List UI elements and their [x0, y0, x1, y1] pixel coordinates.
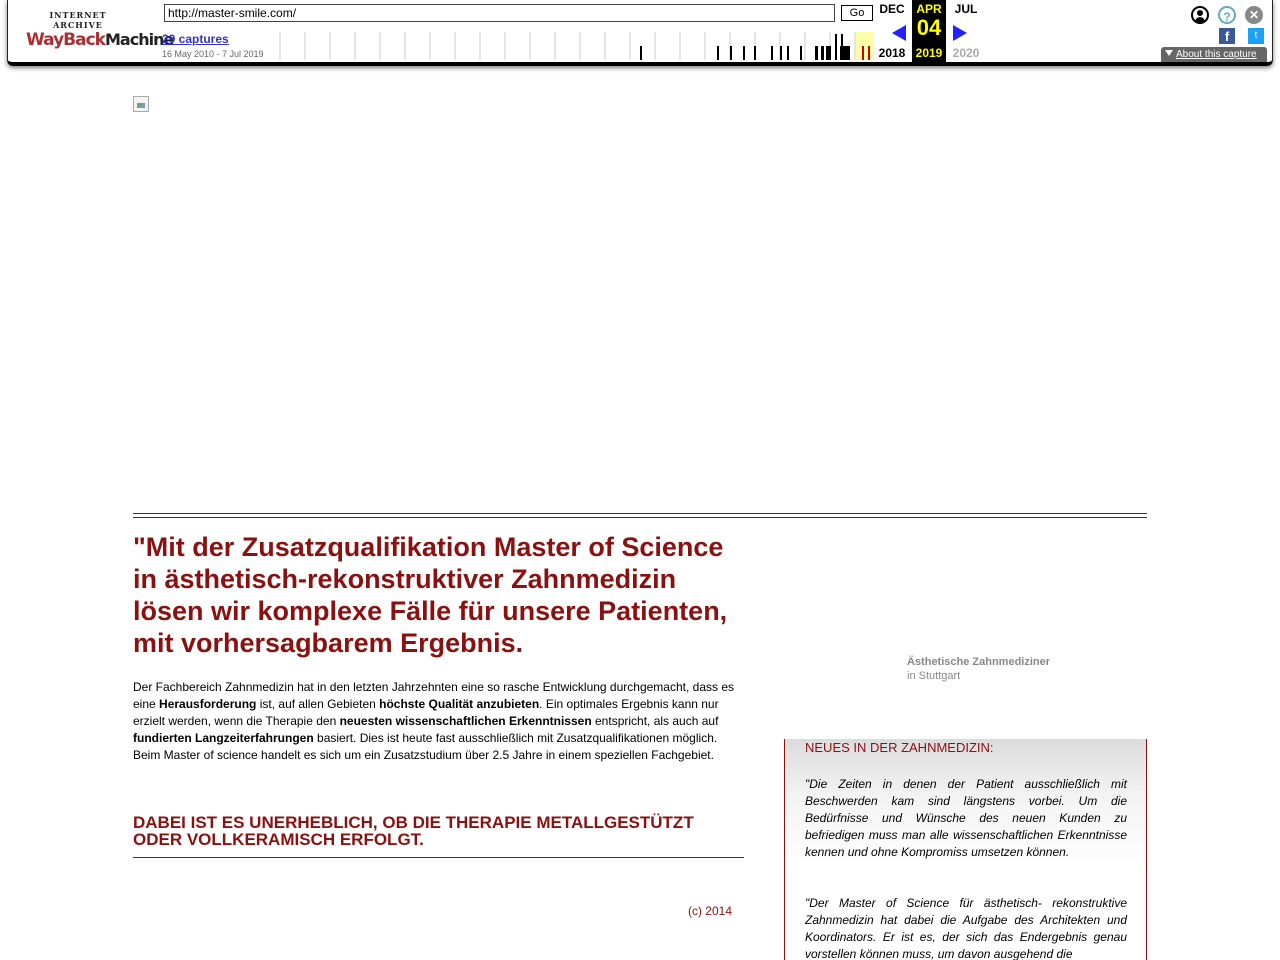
page-headline: "Mit der Zusatzqualifikation Master of Science in ästhetisch-rekonstruktiver Zahnmedizin lösen wir komplexe Fälle für unsere Patienten, mit vorhersagbarem Ergebnis. [133, 532, 728, 658]
news-paragraph-1: "Die Zeiten in denen der Patient ausschließlich mit Beschwerden kam sind längstens vorbei. Um die Bedürfnisse und Wünsche des neuen Kunden zu befriedigen muss man alle wissenschaftlichen Erkenntnisse kennen und ohne Kompromiss umsetzen können. [805, 777, 1127, 859]
logo-wayback-text [26, 30, 174, 50]
logo-wayback-word: WayBack [26, 30, 105, 50]
current-capture [912, 0, 946, 62]
captures-link[interactable]: 29 captures [162, 32, 229, 46]
intro-text-4: entspricht, als auch auf [591, 714, 719, 728]
facebook-icon[interactable]: f [1219, 28, 1235, 44]
intro-bold-2: höchste Qualität anzubieten [379, 697, 540, 711]
copyright: (c) 2014 [687, 904, 732, 918]
toolbar-icons [1188, 4, 1268, 24]
about-capture-button[interactable] [1161, 47, 1267, 62]
triangle-down-icon [1165, 50, 1173, 56]
close-icon[interactable]: ✕ [1245, 6, 1263, 24]
news-title: NEUES IN DER ZAHNMEDIZIN: [805, 740, 994, 755]
intro-bold-1: Herausforderung [159, 697, 257, 711]
calendar-nav [874, 0, 984, 62]
current-day: 04 [916, 15, 942, 40]
sparkline-highlight [856, 32, 874, 60]
news-box [784, 739, 1147, 960]
next-capture[interactable] [948, 0, 984, 62]
intro-bold-4: fundierten Langzeiterfahrungen [133, 731, 314, 745]
current-year: 2019 [915, 46, 943, 60]
current-month: APR [916, 2, 942, 16]
prev-arrow-icon[interactable] [892, 25, 906, 41]
wayback-logo[interactable] [26, 10, 174, 50]
sidebar-subtitle: in Stuttgart [907, 670, 961, 682]
sidebar-title: Ästhetische Zahnmediziner [907, 656, 1051, 668]
prev-year[interactable]: 2018 [878, 46, 906, 60]
capture-range: 16 May 2010 - 7 Jul 2019 [162, 49, 264, 59]
user-icon[interactable] [1191, 6, 1209, 24]
intro-text-2: ist, auf allen Gebieten [256, 697, 380, 711]
broken-image-icon [133, 96, 149, 112]
capture-sparkline[interactable] [274, 32, 874, 60]
intro-bold-3: neuesten wissenschaftlichen Erkenntnissen [339, 714, 592, 728]
intro-text-5: basiert. Dies ist heute fast ausschließlich mit Zusatzqualifikationen möglich. Beim Master of science handelt es sich um ein Zusatzstudium über 2.5 Jahre in einem speziellen Fachgebiet. [133, 731, 718, 762]
intro-text-1: Der Fachbereich Zahnmedizin hat in den letzten Jahrzehnten eine so rasche Entwicklung durchgemacht, dass es eine [133, 680, 735, 711]
intro-text-3: . Ein optimales Ergebnis kann nur erzielt werden, wenn die Therapie den [133, 697, 719, 728]
about-capture-label: About this capture [1176, 49, 1257, 60]
content-divider [133, 857, 744, 858]
intro-paragraph [133, 679, 745, 764]
next-month: JUL [954, 2, 978, 16]
sparkline-year-separators [280, 32, 855, 60]
go-button[interactable]: Go [841, 5, 873, 21]
prev-month: DEC [879, 2, 905, 16]
url-input[interactable]: http://master-smile.com/ [164, 4, 835, 22]
therapy-subheading: DABEI IST ES UNERHEBLICH, OB DIE THERAPIE METALLGESTÜTZT ODER VOLLKERAMISCH ERFOLGT. [133, 813, 694, 849]
wayback-toolbar [7, 0, 1273, 66]
news-paragraph-2: "Der Master of Science für ästhetisch- rekonstruktive Zahnmedizin hat dabei die Aufgabe des Architekten und Koordinators. Er ist es, der sich das Endergebnis genau vorstellen können muss, um davon ausgehend die [805, 896, 1127, 960]
logo-machine-word: Machine [105, 30, 174, 49]
help-icon[interactable]: ? [1218, 6, 1236, 24]
next-year: 2020 [952, 46, 980, 60]
top-divider [133, 513, 1147, 518]
logo-internet-archive-text: INTERNET ARCHIVE [49, 10, 107, 30]
twitter-icon[interactable]: t [1248, 28, 1264, 44]
